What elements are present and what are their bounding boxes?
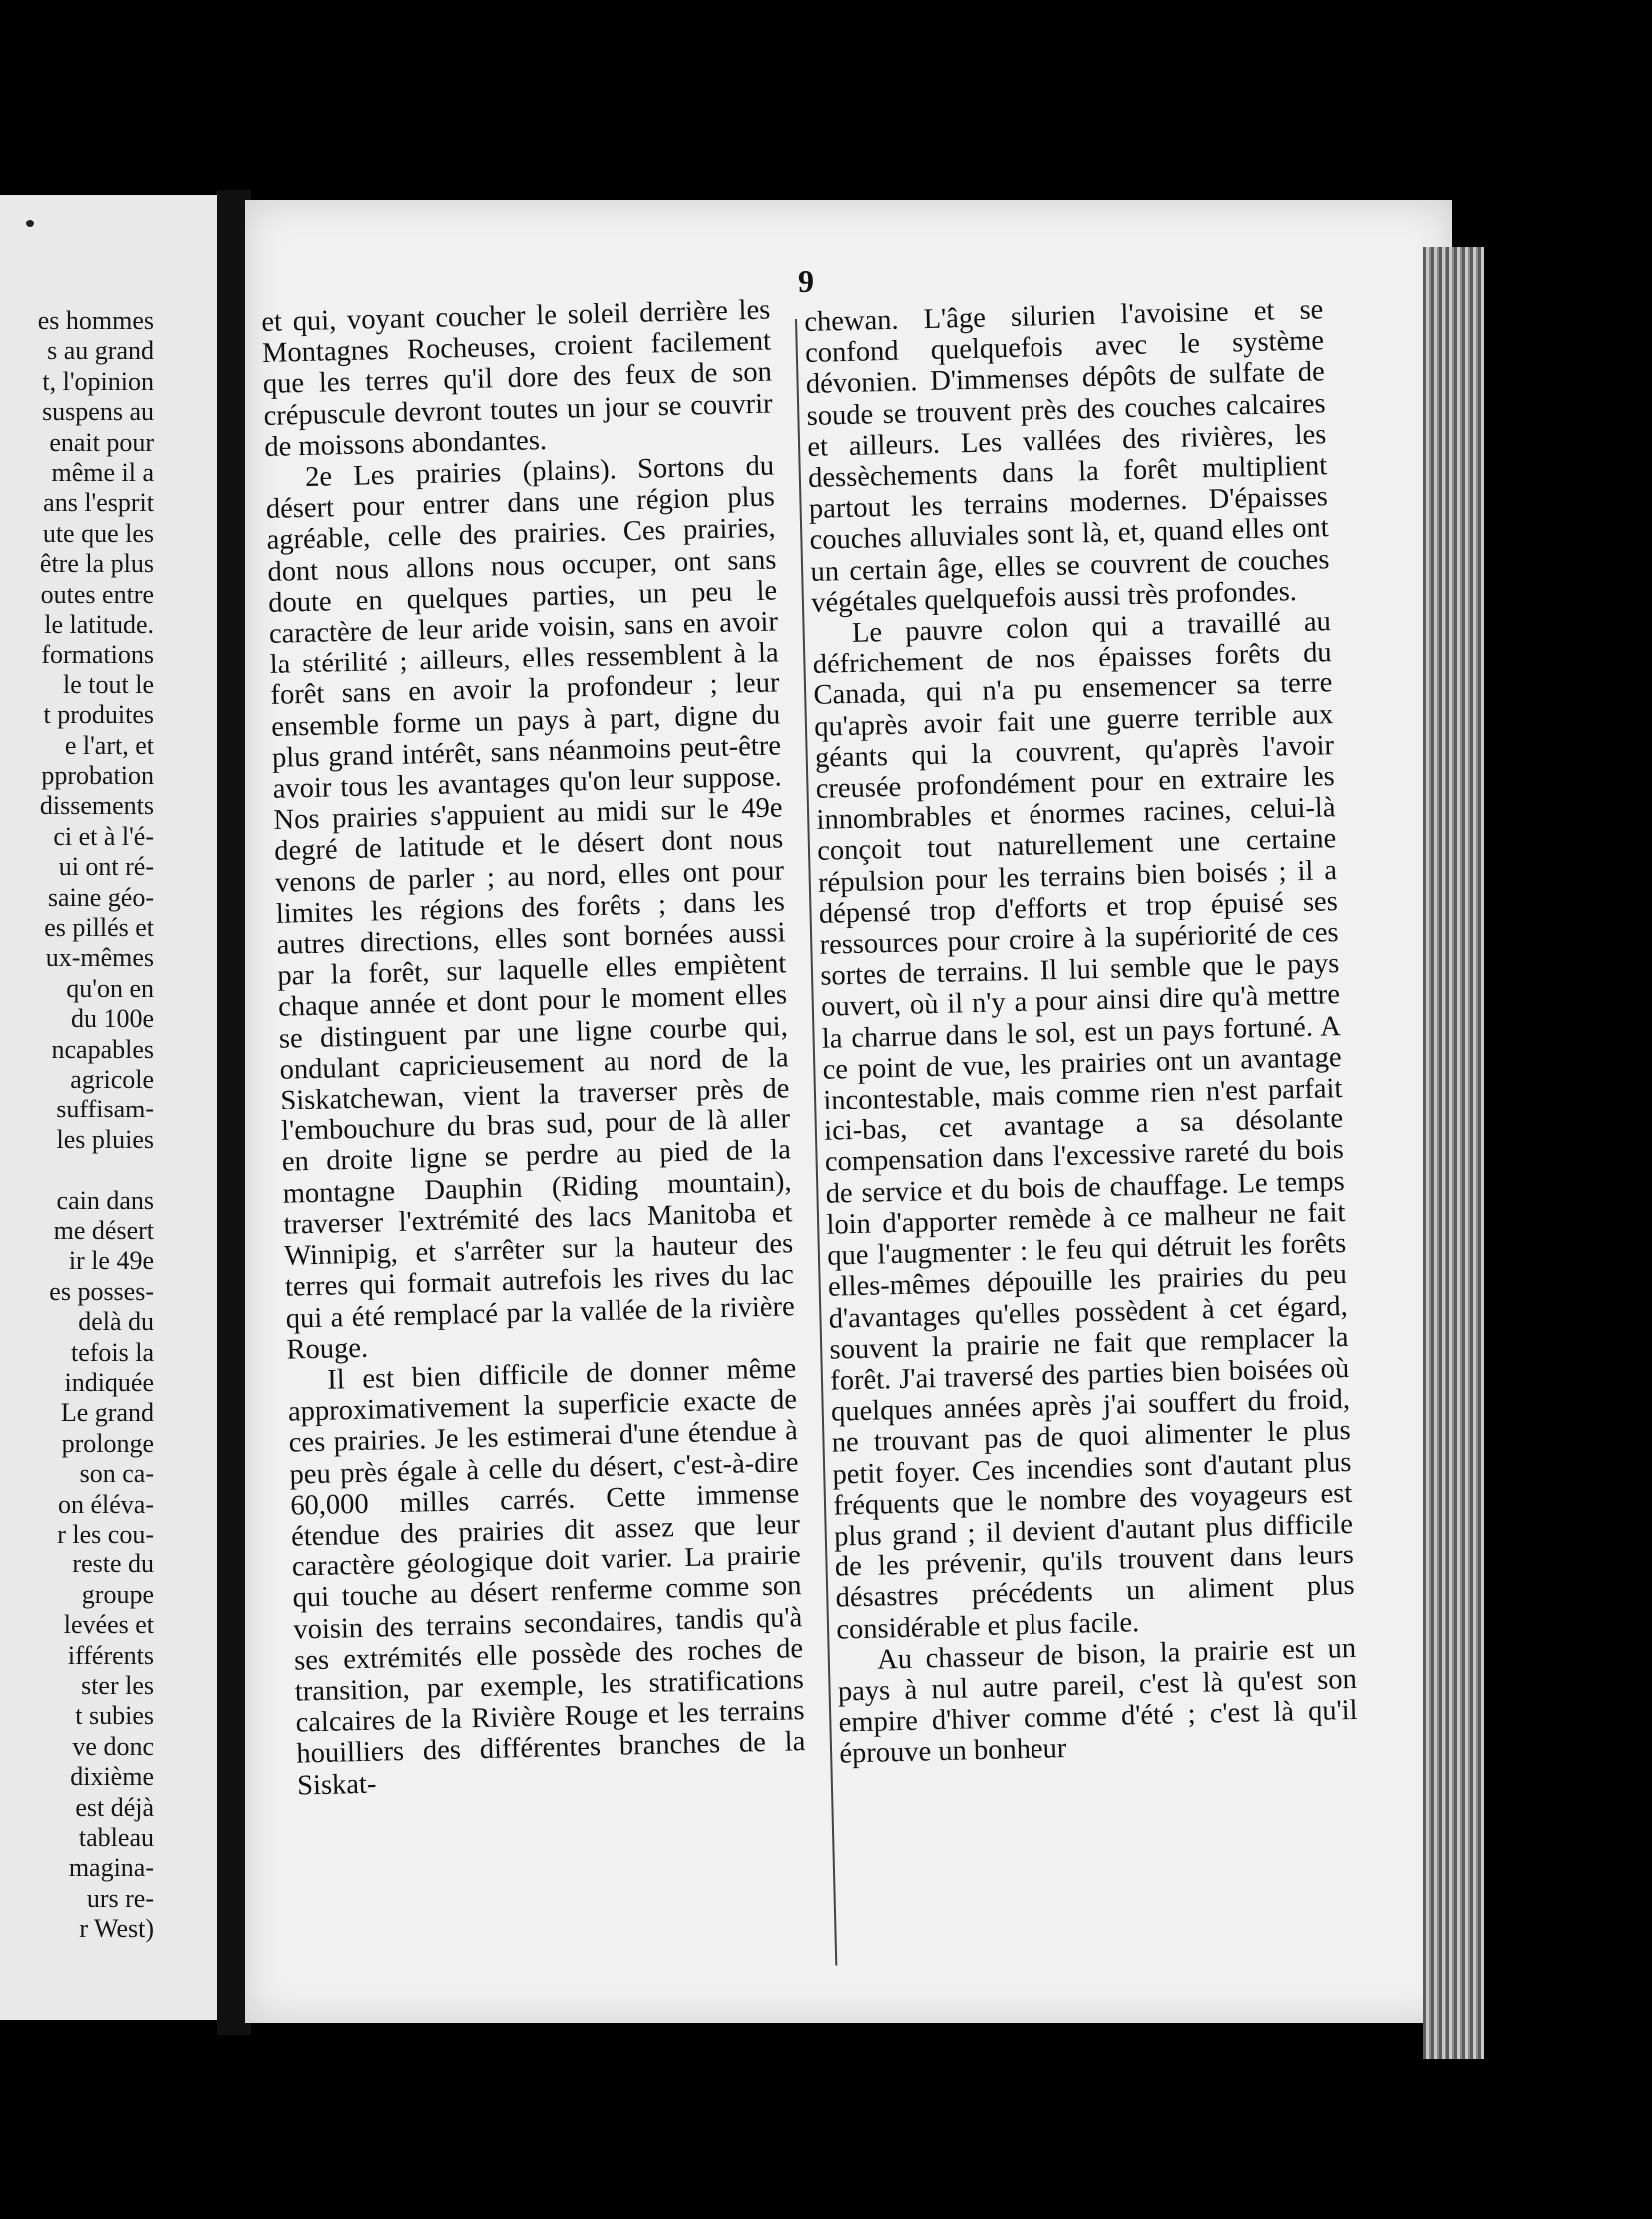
left-page-line: Le grand xyxy=(60,1398,154,1428)
left-page-line: t produites xyxy=(43,700,154,730)
left-page-line: le tout le xyxy=(63,669,154,699)
left-page-line: qu'on en xyxy=(66,973,154,1003)
paragraph: Au chasseur de bison, la prairie est un pays à nul autre pareil, c'est là qu'est son empire d'hiver comme d'été ; c'est là qu'il éprouve un bonheur xyxy=(837,1632,1358,1770)
left-page-line: outes entre xyxy=(40,579,154,609)
left-page-line: magina- xyxy=(68,1853,154,1883)
left-page-line: t, l'opinion xyxy=(42,366,154,396)
left-page-line: s au grand xyxy=(47,336,154,366)
left-page-line: ute que les xyxy=(42,518,154,548)
left-page-line: du 100e xyxy=(70,1004,154,1034)
left-page-line: t subies xyxy=(75,1701,154,1731)
left-page-line: dissements xyxy=(39,791,154,821)
left-page-line: es posses- xyxy=(49,1276,154,1306)
left-page-line: cain dans xyxy=(56,1185,154,1215)
left-page-line: suspens au xyxy=(42,397,154,427)
left-page-line: tableau xyxy=(78,1823,154,1852)
left-page-line: être la plus xyxy=(39,549,154,579)
paragraph: Il est bien difficile de donner même approximativement la superficie exacte de ces prairies. Je les estimerai d'une étendue à peu près égale à celle du désert, c'est-à-dire 60,000 milles carrés. Cette immense étendue des prairies dit assez que leur caractère géologique doit varier. La prairie qui touche au désert renferme comme son voisin des terrains secondaires, tandis qu'à ses extrémités elle possède des roches de transition, par exemple, les stratifications calcaires de la Rivière Rouge et les terrains houilliers des différentes branches de la Siskat- xyxy=(287,1353,806,1802)
left-page-line: enait pour xyxy=(49,427,154,457)
left-page-line: groupe xyxy=(81,1579,154,1609)
left-page-line: dixième xyxy=(70,1762,154,1792)
left-page-line: on éléva- xyxy=(57,1489,154,1519)
paragraph: Le pauvre colon qui a travaillé au défrichement de nos épaisses forêts du Canada, qui n'a pu ensemencer sa terre qu'après avoir fait une guerre terrible aux géants qui la couvrent, qu'après l'avoir creusée profondément pour en extraire les innombrables et énormes racines, celui-là conçoit tout naturellement une certaine répulsion pour les terrains bien boisés ; il a dépensé trop d'efforts et trop épuisé ses ressources pour croire à la supériorité de ces sortes de terrains. Il lui semble que le pays ouvert, où il n'y a pour ainsi dire qu'à mettre la charrue dans le sol, est un pays fortuné. A ce point de vue, les prairies ont un avantage incontestable, mais comme rien n'est parfait ici-bas, cet avantage a sa désolante compensation dans l'excessive rareté du bois de service et du bois de chauffage. Le temps loin d'apporter remède à ce malheur ne fait que l'augmenter : le feu qui détruit les forêts elles-mêmes dépouille les prairies du peu d'avantages qu'elles possèdent à cet égard, souvent la prairie ne fait que remplacer la forêt. J'ai traversé des parties bien boisées où quelques années après j'ai souffert du froid, ne trouvant pas de quoi alimenter le plus petit foyer. Ces incendies sont d'autant plus fréquents que le nombre des voyageurs est plus grand ; il devient d'autant plus difficile de les prévenir, qu'ils trouvent dans leurs désastres précédents un aliment plus considérable et plus facile. xyxy=(812,606,1355,1646)
left-page-line: ci et à l'é- xyxy=(53,821,154,851)
left-page-fragment xyxy=(0,195,227,2020)
left-page-line: reste du xyxy=(72,1550,154,1579)
left-page-line: ncapables xyxy=(51,1034,154,1064)
left-page-line: ui ont ré- xyxy=(58,852,154,882)
left-page-line: est déjà xyxy=(75,1792,154,1822)
left-page-line: prolonge xyxy=(61,1428,154,1458)
left-page-line: les pluies xyxy=(56,1124,154,1154)
left-page-line: delà du xyxy=(78,1307,154,1337)
right-column xyxy=(804,294,1359,1770)
left-page-line: saine géo- xyxy=(47,882,154,912)
left-page-line: suffisam- xyxy=(56,1095,154,1124)
page-edges xyxy=(1423,247,1484,2059)
left-page-line: même il a xyxy=(51,458,154,487)
left-page-line: es pillés et xyxy=(44,913,154,942)
left-page-line: tefois la xyxy=(70,1337,154,1367)
paragraph: 2e Les prairies (plains). Sortons du désert pour entrer dans une région plus agréable, celle des prairies. Ces prairies, dont nous allons nous occuper, ont sans doute en quelques parties, un peu le caractère de leur aride voisin, sans en avoir la stérilité ; ailleurs, elles ressemblent à la forêt sans en avoir la profondeur ; leur ensemble forme un pays à part, digne du plus grand intérêt, sans néanmoins peut-être avoir tous les avantages qu'on leur suppose. Nos prairies s'appuient au midi sur le 49e degré de latitude et le désert dont nous venons de parler ; au nord, elles ont pour limites les régions des forêts ; dans les autres directions, elles sont bornées aussi par la forêt, sur laquelle elles empiètent chaque année et dont pour le moment elles se distinguent par une ligne courbe qui, ondulant capricieusement au nord de la Siskatchewan, vient la traverser près de l'embouchure du bras sud, pour de là aller en droite ligne se perdre au pied de la montagne Dauphin (Riding mountain), traverser l'extrémité des lacs Manitoba et Winnipig, et s'arrêter sur la hauteur des terres qui formait autrefois les rives du lac qui a été remplacé par la vallée de la rivière Rouge. xyxy=(265,450,796,1366)
left-page-line: le latitude. xyxy=(44,610,154,639)
ink-dot xyxy=(26,220,34,227)
left-page-line: r les cou- xyxy=(57,1520,154,1549)
left-page-line: formations xyxy=(41,640,154,669)
page-number: 9 xyxy=(798,263,814,299)
left-page-line: ifférents xyxy=(67,1640,154,1670)
left-page-line: pprobation xyxy=(41,761,154,790)
left-page-line: r West) xyxy=(79,1914,154,1944)
paragraph: chewan. L'âge silurien l'avoisine et se confond quelquefois avec le système dévonien. D'immenses dépôts de sulfate de soude se trouvent près des couches calcaires et ailleurs. Les vallées des rivières, les dessèchements dans la forêt multiplient partout les terrains modernes. D'épaisses couches alluviales sont là, et, quand elles ont un certain âge, elles se couvrent de couches végétales quelquefois aussi très profondes. xyxy=(804,294,1330,619)
left-page-line: es hommes xyxy=(37,306,154,335)
left-page-line: son ca- xyxy=(79,1459,154,1489)
left-page-line: agricole xyxy=(70,1065,154,1094)
left-page-line: ir le 49e xyxy=(68,1246,154,1276)
left-page-line: ux-mêmes xyxy=(45,943,154,973)
left-column xyxy=(261,295,806,1802)
right-page xyxy=(245,200,1452,2023)
left-page-line: urs re- xyxy=(86,1883,154,1913)
left-page-line: ans l'esprit xyxy=(43,488,154,518)
left-page-line: ster les xyxy=(81,1671,154,1700)
left-page-line: levées et xyxy=(63,1610,154,1640)
left-page-line: ve donc xyxy=(72,1731,154,1761)
left-page-line: me désert xyxy=(53,1216,154,1245)
paragraph: et qui, voyant coucher le soleil derrière les Montagnes Rocheuses, croient facilement que les terres qu'il dore des feux de son crépuscule devront toutes un jour se couvrir de moissons abondantes. xyxy=(261,294,773,463)
left-page-line: e l'art, et xyxy=(64,730,154,760)
left-page-line: indiquée xyxy=(64,1368,154,1397)
